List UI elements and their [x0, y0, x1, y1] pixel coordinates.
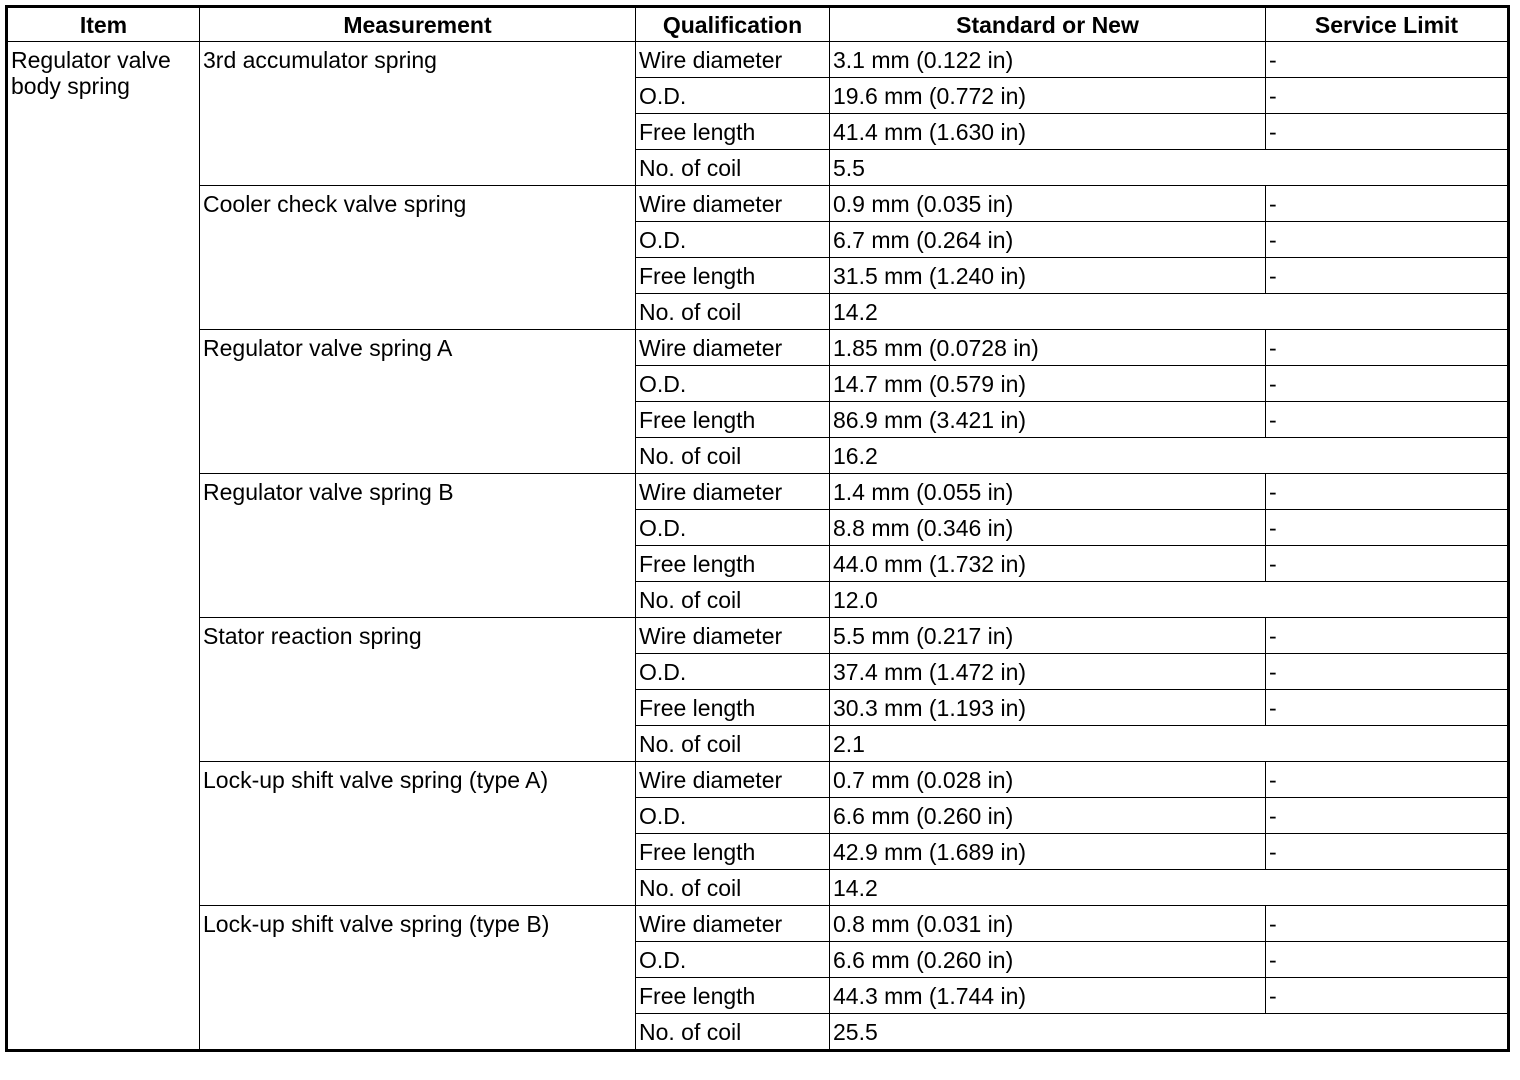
qualification-cell: O.D.: [636, 798, 830, 834]
measurement-cell: Lock-up shift valve spring (type A): [200, 762, 636, 906]
qualification-cell: Free length: [636, 834, 830, 870]
standard-cell: 0.8 mm (0.031 in): [830, 906, 1266, 942]
qualification-cell: No. of coil: [636, 150, 830, 186]
standard-cell: 6.6 mm (0.260 in): [830, 798, 1266, 834]
qualification-cell: Free length: [636, 546, 830, 582]
standard-cell: 0.7 mm (0.028 in): [830, 762, 1266, 798]
service-limit-cell: -: [1266, 942, 1509, 978]
measurement-cell: 3rd accumulator spring: [200, 42, 636, 186]
qualification-cell: O.D.: [636, 510, 830, 546]
service-limit-cell: -: [1266, 78, 1509, 114]
service-limit-cell: -: [1266, 546, 1509, 582]
standard-cell: 42.9 mm (1.689 in): [830, 834, 1266, 870]
table-row: [7, 42, 1509, 78]
coil-count-cell: 2.1: [830, 726, 1509, 762]
service-limit-cell: -: [1266, 690, 1509, 726]
standard-cell: 37.4 mm (1.472 in): [830, 654, 1266, 690]
coil-count-cell: 5.5: [830, 150, 1509, 186]
coil-count-cell: 14.2: [830, 294, 1509, 330]
standard-cell: 1.4 mm (0.055 in): [830, 474, 1266, 510]
service-limit-cell: -: [1266, 222, 1509, 258]
service-limit-cell: -: [1266, 510, 1509, 546]
standard-cell: 3.1 mm (0.122 in): [830, 42, 1266, 78]
standard-cell: 19.6 mm (0.772 in): [830, 78, 1266, 114]
qualification-cell: O.D.: [636, 222, 830, 258]
standard-cell: 44.3 mm (1.744 in): [830, 978, 1266, 1014]
qualification-cell: Free length: [636, 690, 830, 726]
header-item: Item: [7, 7, 200, 42]
qualification-cell: Wire diameter: [636, 42, 830, 78]
header-row: [7, 7, 1509, 42]
qualification-cell: No. of coil: [636, 294, 830, 330]
qualification-cell: Wire diameter: [636, 906, 830, 942]
coil-count-cell: 12.0: [830, 582, 1509, 618]
measurement-cell: Regulator valve spring B: [200, 474, 636, 618]
measurement-cell: Regulator valve spring A: [200, 330, 636, 474]
service-limit-cell: -: [1266, 834, 1509, 870]
standard-cell: 41.4 mm (1.630 in): [830, 114, 1266, 150]
qualification-cell: No. of coil: [636, 726, 830, 762]
table-row: [7, 474, 1509, 510]
service-limit-cell: -: [1266, 114, 1509, 150]
service-limit-cell: -: [1266, 618, 1509, 654]
service-limit-cell: -: [1266, 366, 1509, 402]
coil-count-cell: 16.2: [830, 438, 1509, 474]
qualification-cell: Free length: [636, 114, 830, 150]
service-limit-cell: -: [1266, 186, 1509, 222]
qualification-cell: Wire diameter: [636, 618, 830, 654]
standard-cell: 30.3 mm (1.193 in): [830, 690, 1266, 726]
service-limit-cell: -: [1266, 654, 1509, 690]
service-limit-cell: -: [1266, 906, 1509, 942]
measurement-cell: Cooler check valve spring: [200, 186, 636, 330]
table-row: [7, 762, 1509, 798]
standard-cell: 0.9 mm (0.035 in): [830, 186, 1266, 222]
service-limit-cell: -: [1266, 762, 1509, 798]
standard-cell: 6.6 mm (0.260 in): [830, 942, 1266, 978]
qualification-cell: Wire diameter: [636, 186, 830, 222]
qualification-cell: O.D.: [636, 78, 830, 114]
qualification-cell: Free length: [636, 978, 830, 1014]
qualification-cell: No. of coil: [636, 1014, 830, 1051]
standard-cell: 44.0 mm (1.732 in): [830, 546, 1266, 582]
coil-count-cell: 25.5: [830, 1014, 1509, 1051]
table-body: [7, 42, 1509, 1051]
table-row: [7, 186, 1509, 222]
header-service-limit: Service Limit: [1266, 7, 1509, 42]
qualification-cell: Wire diameter: [636, 762, 830, 798]
qualification-cell: No. of coil: [636, 438, 830, 474]
qualification-cell: Wire diameter: [636, 474, 830, 510]
qualification-cell: No. of coil: [636, 582, 830, 618]
header-measurement: Measurement: [200, 7, 636, 42]
header-standard: Standard or New: [830, 7, 1266, 42]
qualification-cell: O.D.: [636, 366, 830, 402]
standard-cell: 8.8 mm (0.346 in): [830, 510, 1266, 546]
item-cell: Regulator valve body spring: [7, 42, 200, 1051]
service-limit-cell: -: [1266, 258, 1509, 294]
qualification-cell: O.D.: [636, 654, 830, 690]
header-qualification: Qualification: [636, 7, 830, 42]
table-row: [7, 906, 1509, 942]
service-limit-cell: -: [1266, 474, 1509, 510]
standard-cell: 6.7 mm (0.264 in): [830, 222, 1266, 258]
coil-count-cell: 14.2: [830, 870, 1509, 906]
table-row: [7, 618, 1509, 654]
table-row: [7, 330, 1509, 366]
spring-spec-table: [5, 5, 1510, 1052]
service-limit-cell: -: [1266, 330, 1509, 366]
measurement-cell: Stator reaction spring: [200, 618, 636, 762]
qualification-cell: Free length: [636, 402, 830, 438]
standard-cell: 31.5 mm (1.240 in): [830, 258, 1266, 294]
qualification-cell: No. of coil: [636, 870, 830, 906]
service-limit-cell: -: [1266, 978, 1509, 1014]
service-limit-cell: -: [1266, 42, 1509, 78]
qualification-cell: Free length: [636, 258, 830, 294]
service-limit-cell: -: [1266, 798, 1509, 834]
standard-cell: 86.9 mm (3.421 in): [830, 402, 1266, 438]
measurement-cell: Lock-up shift valve spring (type B): [200, 906, 636, 1051]
standard-cell: 1.85 mm (0.0728 in): [830, 330, 1266, 366]
standard-cell: 5.5 mm (0.217 in): [830, 618, 1266, 654]
service-limit-cell: -: [1266, 402, 1509, 438]
qualification-cell: Wire diameter: [636, 330, 830, 366]
qualification-cell: O.D.: [636, 942, 830, 978]
standard-cell: 14.7 mm (0.579 in): [830, 366, 1266, 402]
